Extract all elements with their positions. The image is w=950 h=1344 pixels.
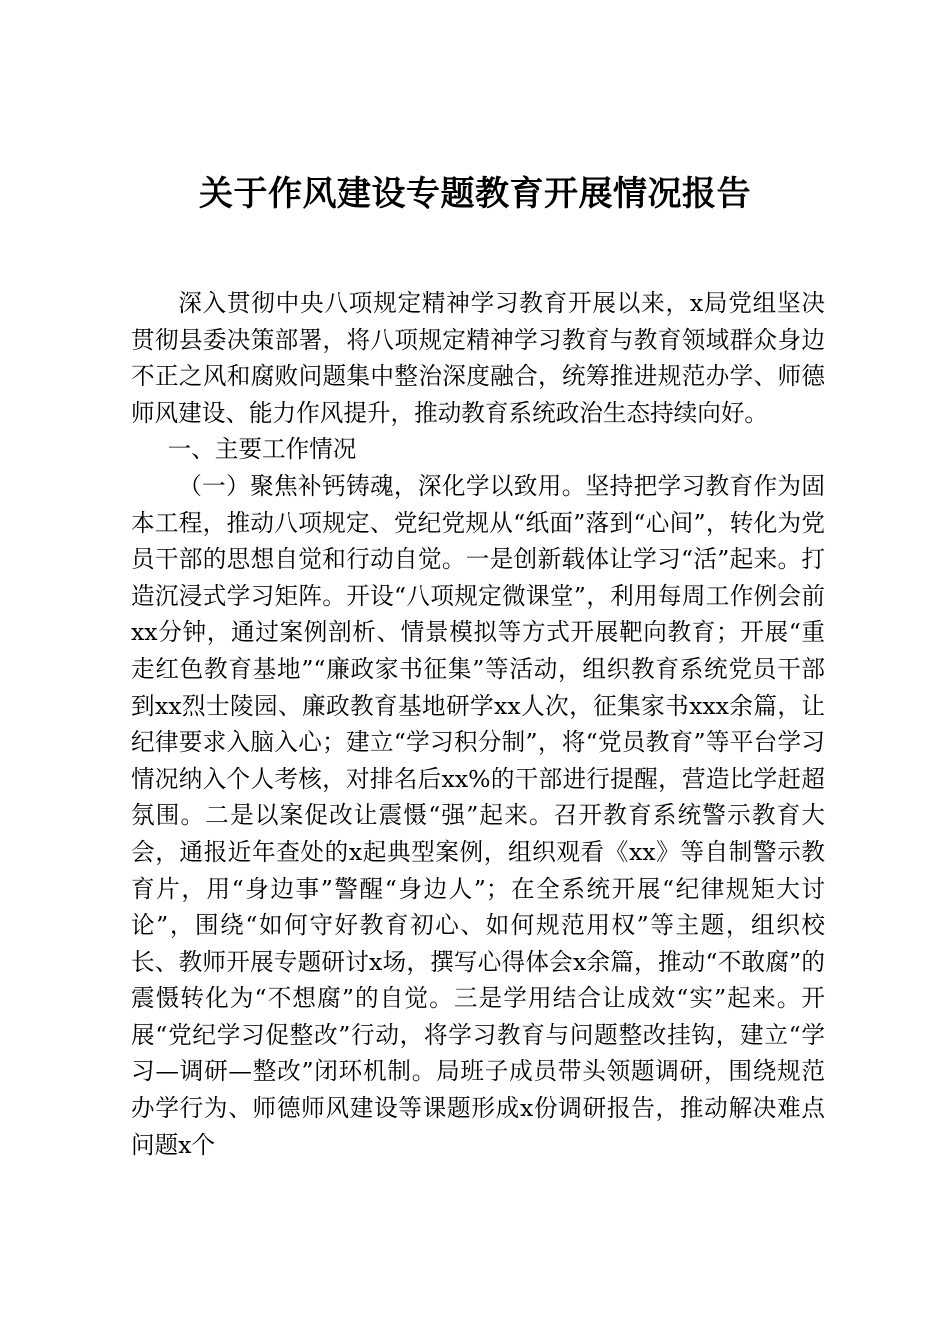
- intro-paragraph: 深入贯彻中央八项规定精神学习教育开展以来，x局党组坚决贯彻县委决策部署，将八项规定精神学习教育与教育领域群众身边不正之风和腐败问题集中整治深度融合，统筹推进规范办学、师德师风建设、能力作风提升，推动教育系统政治生态持续向好。: [131, 289, 825, 427]
- section-heading-main-work: 一、主要工作情况: [167, 435, 357, 464]
- document-body: [131, 285, 825, 1163]
- document-title: 关于作风建设专题教育开展情况报告: [199, 174, 751, 214]
- section-paragraph-1: （一）聚焦补钙铸魂，深化学以致用。坚持把学习教育作为固本工程，推动八项规定、党纪党规从“纸面”落到“心间”，转化为党员干部的思想自觉和行动自觉。一是创新载体让学习“活”起来。打造沉浸式学习矩阵。开设“八项规定微课堂”，利用每周工作例会前xx分钟，通过案例剖析、情景模拟等方式开展靶向教育；开展“重走红色教育基地”“廉政家书征集”等活动，组织教育系统党员干部到xx烈士陵园、廉政教育基地研学xx人次，征集家书xxx余篇，让纪律要求入脑入心；建立“学习积分制”，将“党员教育”等平台学习情况纳入个人考核，对排名后xx%的干部进行提醒，营造比学赶超氛围。二是以案促改让震慑“强”起来。召开教育系统警示教育大会，通报近年查处的x起典型案例，组织观看《xx》等自制警示教育片，用“身边事”警醒“身边人”；在全系统开展“纪律规矩大讨论”，围绕“如何守好教育初心、如何规范用权”等主题，组织校长、教师开展专题研讨x场，撰写心得体会x余篇，推动“不敢腐”的震慑转化为“不想腐”的自觉。三是学用结合让成效“实”起来。开展“党纪学习促整改”行动，将学习教育与问题整改挂钩，建立“学习—调研—整改”闭环机制。局班子成员带头领题调研，围绕规范办学行为、师德师风建设等课题形成x份调研报告，推动解决难点问题x个: [131, 471, 825, 1159]
